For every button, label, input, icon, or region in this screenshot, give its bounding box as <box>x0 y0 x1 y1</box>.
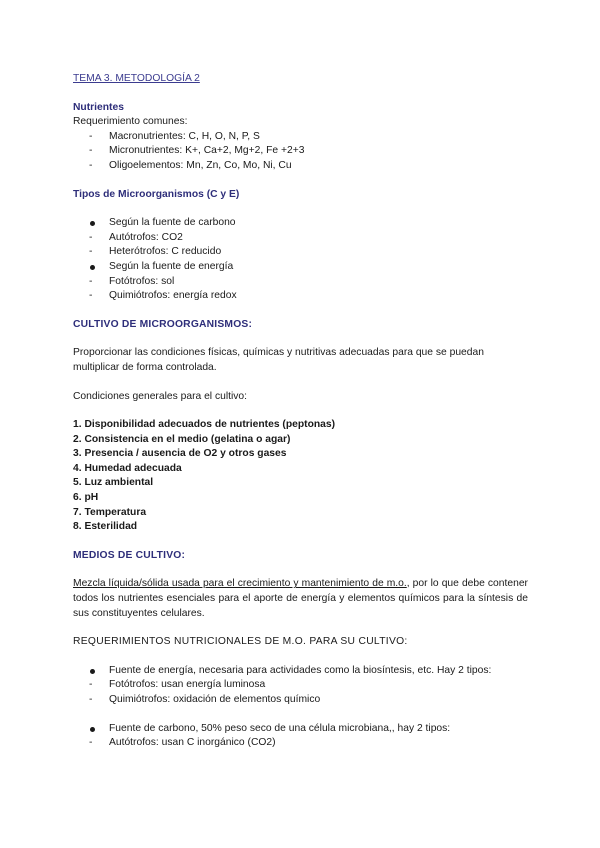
list-item: - Heterótrofos: C reducido <box>73 245 528 260</box>
dash-bullet-icon <box>89 275 101 290</box>
dash-bullet-icon <box>89 693 101 708</box>
list-item: - Fotótrofos: sol <box>73 275 528 290</box>
list-item: - Quimiótrofos: oxidación de elementos químico <box>73 693 528 708</box>
tipos-list <box>73 216 528 304</box>
cultivo-description: Proporcionar las condiciones físicas, químicas y nutritivas adecuadas para que se puedan multiplicar de forma controlada. <box>73 347 484 373</box>
nutrientes-intro: Requerimiento comunes: <box>73 116 188 128</box>
dash-bullet-icon <box>89 289 101 304</box>
dash-bullet-icon <box>89 231 101 246</box>
definition-rest: , por lo que debe contener todos los nutrientes esenciales para el aporte de energía y elementos químicos para la síntesis de sus constituyentes celulares. <box>73 578 528 619</box>
condition-item: 7. Temperatura <box>73 506 147 518</box>
requirements-list-2 <box>73 722 528 751</box>
conditions-intro: Condiciones generales para el cultivo: <box>73 390 248 402</box>
list-item: Según la fuente de energía <box>109 260 234 272</box>
list-item: - Autótrofos: CO2 <box>73 231 528 246</box>
dash-bullet-icon <box>89 736 101 751</box>
condition-item: 4. Humedad adecuada <box>73 462 182 474</box>
condition-item: 3. Presencia / ausencia de O2 y otros gases <box>73 448 287 460</box>
list-item: - Quimiótrofos: energía redox <box>73 289 528 304</box>
condition-item: 2. Consistencia en el medio (gelatina o agar) <box>73 433 291 445</box>
list-item: - Macronutrientes: C, H, O, N, P, S <box>73 130 528 145</box>
condition-item: 5. Luz ambiental <box>73 477 154 489</box>
requirements-list-1 <box>73 664 528 708</box>
document-title: TEMA 3. METODOLOGÍA 2 <box>73 73 200 84</box>
requirements-heading: REQUERIMIENTOS NUTRICIONALES DE M.O. PARA SU CULTIVO: <box>73 636 408 648</box>
list-item: - Autótrofos: usan C inorgánico (CO2) <box>73 736 528 751</box>
dash-bullet-icon <box>89 159 101 174</box>
list-item: Fuente de carbono, 50% peso seco de una célula microbiana,, hay 2 tipos: <box>109 722 451 734</box>
dash-bullet-icon <box>89 678 101 693</box>
definition-underlined: Mezcla líquida/sólida usada para el crecimiento y mantenimiento de m.o. <box>73 578 407 590</box>
dash-bullet-icon <box>89 144 101 159</box>
condition-item: 6. pH <box>73 492 99 504</box>
nutrientes-list <box>73 130 528 174</box>
list-item: - Micronutrientes: K+, Ca+2, Mg+2, Fe +2+3 <box>73 144 528 159</box>
dash-bullet-icon <box>89 130 101 145</box>
list-item: - Oligoelementos: Mn, Zn, Co, Mo, Ni, Cu <box>73 159 528 174</box>
tipos-heading: Tipos de Microorganismos (C y E) <box>73 188 240 200</box>
dash-bullet-icon <box>89 245 101 260</box>
list-item: Fuente de energía, necesaria para actividades como la biosíntesis, etc. Hay 2 tipos: <box>109 664 492 676</box>
condition-item: 8. Esterilidad <box>73 521 138 533</box>
list-item: Según la fuente de carbono <box>109 217 236 229</box>
cultivo-heading: CULTIVO DE MICROORGANISMOS: <box>73 318 253 330</box>
document-page <box>73 72 528 751</box>
list-item: - Fotótrofos: usan energía luminosa <box>73 678 528 693</box>
medios-heading: MEDIOS DE CULTIVO: <box>73 549 186 561</box>
medios-definition <box>73 577 528 621</box>
nutrientes-heading: Nutrientes <box>73 101 124 113</box>
condition-item: 1. Disponibilidad adecuados de nutrientes (peptonas) <box>73 419 336 431</box>
